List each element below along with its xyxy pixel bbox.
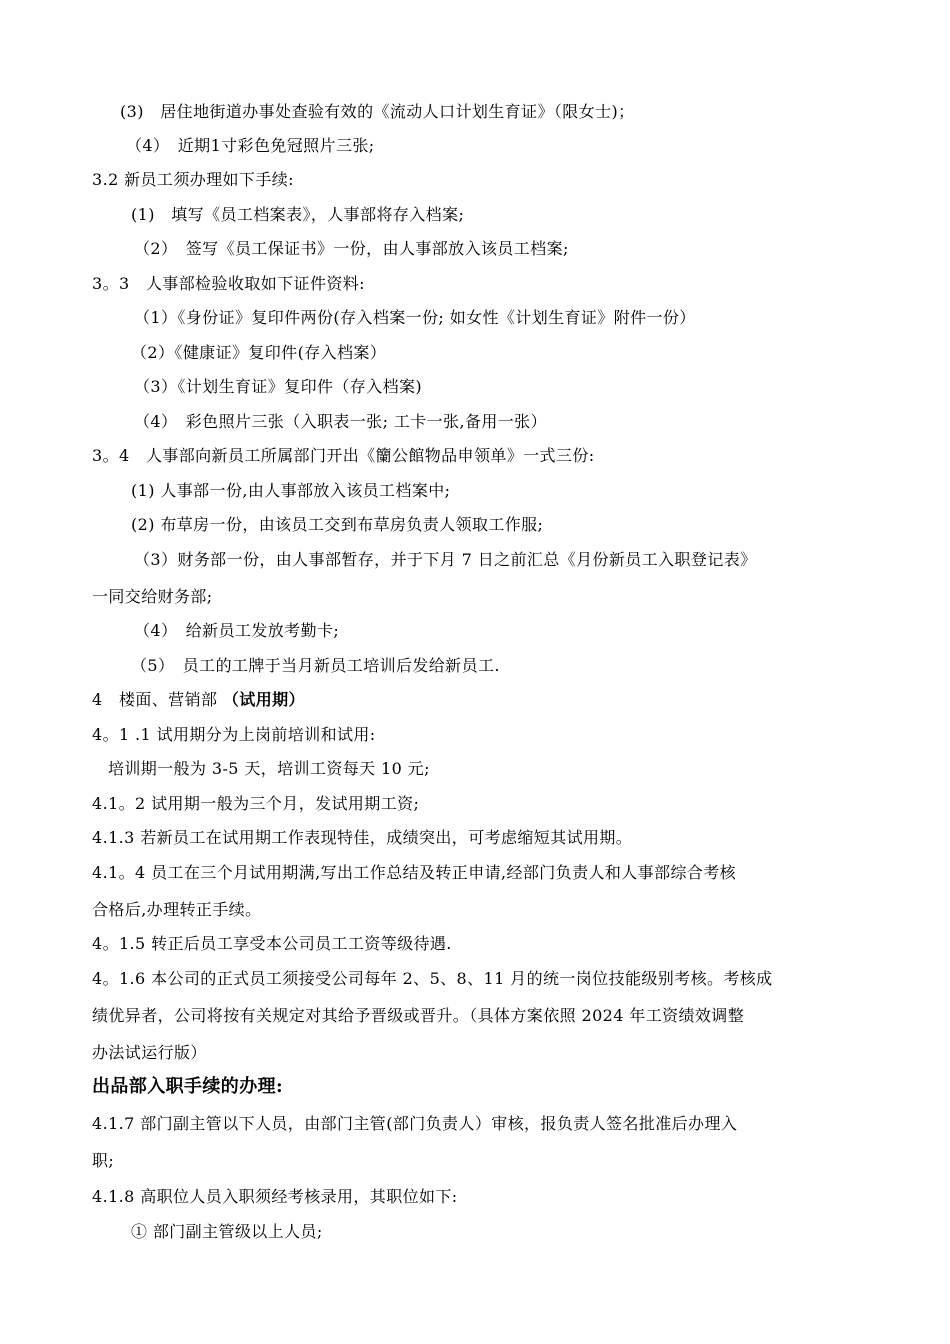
text-line: 合格后,办理转正手续。 — [92, 900, 262, 919]
text-line: 4。1.6 本公司的正式员工须接受公司每年 2、5、8、11 月的统一岗位技能级别考核。考核成 — [92, 969, 773, 988]
text-line: 职; — [92, 1151, 115, 1170]
text-line: (1) 填写《员工档案表》，人事部将存入档案; — [131, 205, 465, 224]
section-title: 4 楼面、营销部 — [92, 690, 218, 709]
text-line: (1) 人事部一份,由人事部放入该员工档案中; — [131, 481, 451, 500]
text-line: （1）《身份证》复印件两份(存入档案一份; 如女性《计划生育证》附件一份） — [134, 308, 696, 327]
text-line: 绩优异者，公司将按有关规定对其给予晋级或晋升。（具体方案依照 2024 年工资绩效调整 — [92, 1006, 745, 1025]
text-line: （4） 近期1寸彩色免冠照片三张; — [126, 136, 375, 155]
text-line: （5） 员工的工牌于当月新员工培训后发给新员工. — [131, 656, 500, 675]
text-line: 3。4 人事部向新员工所属部门开出《籣公館物品申领单》一式三份: — [92, 446, 595, 465]
text-line: 一同交给财务部; — [92, 587, 213, 606]
text-line: （3）财务部一份，由人事部暂存，并于下月 7 日之前汇总《月份新员工入职登记表》 — [134, 550, 757, 569]
text-line: 4.1.3 若新员工在试用期工作表现特佳，成绩突出，可考虑缩短其试用期。 — [92, 828, 633, 847]
section-heading: 出品部入职手续的办理: — [92, 1076, 284, 1097]
text-line: 4.1。2 试用期一般为三个月，发试用期工资; — [92, 794, 420, 813]
text-line: （2）《健康证》复印件(存入档案） — [131, 343, 387, 362]
text-line: （4） 给新员工发放考勤卡; — [134, 621, 340, 640]
text-line: 4.1.7 部门副主管以下人员，由部门主管(部门负责人）审核，报负责人签名批准后办理入 — [92, 1114, 738, 1133]
text-line: (2) 布草房一份，由该员工交到布草房负责人领取工作服; — [131, 515, 544, 534]
text-line: 4.1.8 高职位人员入职须经考核录用，其职位如下: — [92, 1187, 458, 1206]
text-line: 4.1。4 员工在三个月试用期满,写出工作总结及转正申请,经部门负责人和人事部综合考核 — [92, 863, 737, 882]
text-line: 4。1.5 转正后员工享受本公司员工工资等级待遇. — [92, 934, 452, 953]
text-line: （4） 彩色照片三张（入职表一张; 工卡一张,备用一张） — [134, 412, 547, 431]
text-line: （2） 签写《员工保证书》一份，由人事部放入该员工档案; — [134, 239, 569, 258]
section-subtitle: （试用期） — [222, 690, 305, 709]
text-line: 4。1 .1 试用期分为上岗前培训和试用: — [92, 725, 376, 744]
text-line: ① 部门副主管级以上人员; — [131, 1222, 323, 1241]
text-line: 3。3 人事部检验收取如下证件资料: — [92, 274, 365, 293]
text-line: 办法试运行版） — [92, 1043, 207, 1062]
text-line: （3）《计划生育证》复印件（存入档案) — [134, 377, 423, 396]
text-line: (3) 居住地街道办事处查验有效的《流动人口计划生育证》（限女士)； — [120, 102, 635, 121]
section-heading — [92, 689, 305, 711]
text-line: 3.2 新员工须办理如下手续: — [92, 170, 294, 189]
text-line: 培训期一般为 3-5 天，培训工资每天 10 元; — [108, 759, 430, 778]
